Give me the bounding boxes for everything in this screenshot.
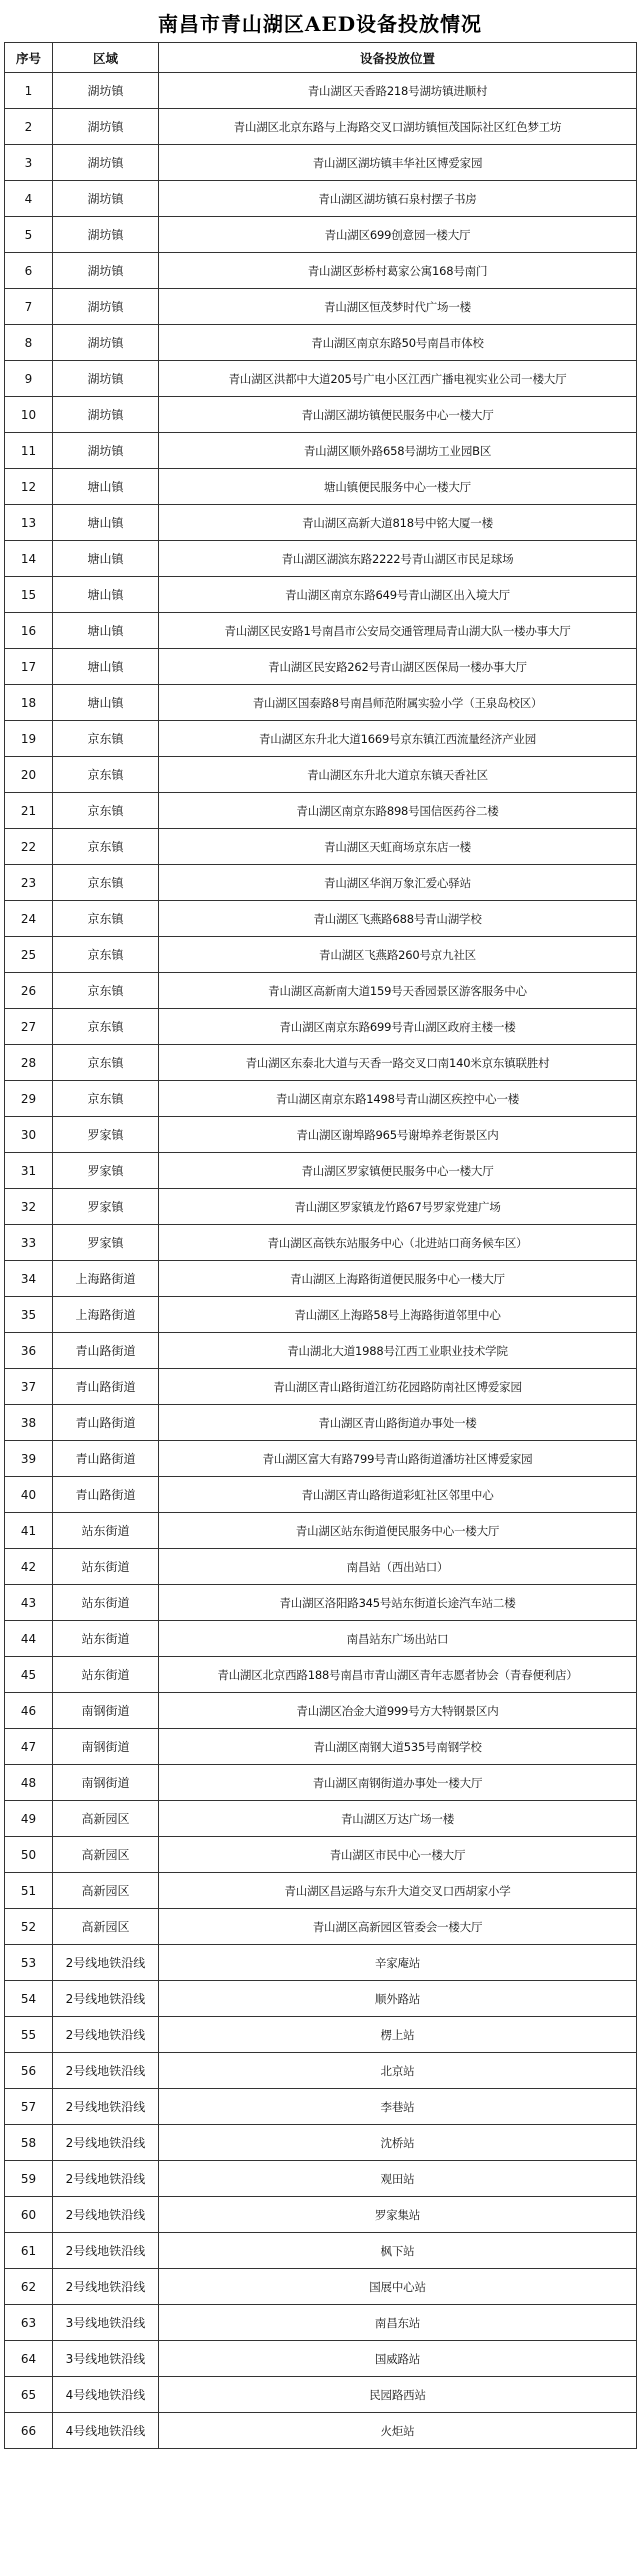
cell-serial-no: 48 (5, 1765, 53, 1801)
table-row (5, 1909, 637, 1945)
table-row (5, 577, 637, 613)
cell-serial-no: 41 (5, 1513, 53, 1549)
table-row (5, 2053, 637, 2089)
cell-serial-no: 29 (5, 1081, 53, 1117)
cell-location: 青山湖区东泰北大道与天香一路交叉口南140米京东镇联胜村 (159, 1045, 637, 1081)
cell-serial-no: 2 (5, 109, 53, 145)
cell-serial-no: 7 (5, 289, 53, 325)
cell-district: 塘山镇 (53, 649, 159, 685)
cell-location: 沈桥站 (159, 2125, 637, 2161)
document-title: 南昌市青山湖区AED设备投放情况 (157, 12, 483, 36)
cell-district: 站东街道 (53, 1621, 159, 1657)
table-header (5, 43, 637, 73)
cell-location: 青山湖区南京东路649号青山湖区出入境大厅 (159, 577, 637, 613)
table-row (5, 1189, 637, 1225)
cell-serial-no: 34 (5, 1261, 53, 1297)
table-row (5, 2377, 637, 2413)
cell-location: 枫下站 (159, 2233, 637, 2269)
cell-serial-no: 14 (5, 541, 53, 577)
cell-location: 青山湖区上海路街道便民服务中心一楼大厅 (159, 1261, 637, 1297)
cell-district: 2号线地铁沿线 (53, 2197, 159, 2233)
cell-location: 青山湖区湖坊镇丰华社区博爱家园 (159, 145, 637, 181)
cell-district: 站东街道 (53, 1513, 159, 1549)
cell-location: 青山湖区飞燕路688号青山湖学校 (159, 901, 637, 937)
table-row (5, 973, 637, 1009)
cell-serial-no: 66 (5, 2413, 53, 2449)
table-body (5, 73, 637, 2449)
table-row (5, 793, 637, 829)
table-row (5, 1297, 637, 1333)
table-row (5, 685, 637, 721)
table-row (5, 2413, 637, 2449)
cell-location: 国展中心站 (159, 2269, 637, 2305)
table-row (5, 2341, 637, 2377)
cell-location: 青山湖区飞燕路260号京九社区 (159, 937, 637, 973)
table-row (5, 145, 637, 181)
cell-serial-no: 27 (5, 1009, 53, 1045)
table-row (5, 1585, 637, 1621)
cell-serial-no: 63 (5, 2305, 53, 2341)
table-row (5, 721, 637, 757)
cell-location: 青山湖区699创意园一楼大厅 (159, 217, 637, 253)
table-row (5, 325, 637, 361)
cell-serial-no: 1 (5, 73, 53, 109)
cell-district: 塘山镇 (53, 505, 159, 541)
cell-serial-no: 51 (5, 1873, 53, 1909)
cell-location: 青山湖区南钢街道办事处一楼大厅 (159, 1765, 637, 1801)
cell-serial-no: 8 (5, 325, 53, 361)
cell-district: 站东街道 (53, 1585, 159, 1621)
cell-location: 青山湖区北京东路与上海路交叉口湖坊镇恒茂国际社区红色梦工坊 (159, 109, 637, 145)
cell-district: 塘山镇 (53, 577, 159, 613)
cell-district: 塘山镇 (53, 541, 159, 577)
cell-serial-no: 36 (5, 1333, 53, 1369)
cell-location: 青山湖区恒茂梦时代广场一楼 (159, 289, 637, 325)
cell-serial-no: 17 (5, 649, 53, 685)
table-row (5, 1153, 637, 1189)
table-row (5, 829, 637, 865)
cell-serial-no: 30 (5, 1117, 53, 1153)
table-row (5, 2233, 637, 2269)
cell-serial-no: 22 (5, 829, 53, 865)
cell-serial-no: 47 (5, 1729, 53, 1765)
cell-location: 国威路站 (159, 2341, 637, 2377)
cell-location: 青山湖区万达广场一楼 (159, 1801, 637, 1837)
cell-location: 青山湖区湖坊镇石泉村摆子书房 (159, 181, 637, 217)
cell-serial-no: 31 (5, 1153, 53, 1189)
table-row (5, 1981, 637, 2017)
cell-district: 京东镇 (53, 973, 159, 1009)
cell-location: 青山湖区北京西路188号南昌市青山湖区青年志愿者协会（青春便利店） (159, 1657, 637, 1693)
cell-location: 青山湖区高新南大道159号天香园景区游客服务中心 (159, 973, 637, 1009)
cell-serial-no: 52 (5, 1909, 53, 1945)
cell-location: 青山湖区青山路街道彩虹社区邻里中心 (159, 1477, 637, 1513)
cell-location: 青山湖区顺外路658号湖坊工业园B区 (159, 433, 637, 469)
cell-serial-no: 3 (5, 145, 53, 181)
cell-location: 南昌站东广场出站口 (159, 1621, 637, 1657)
cell-district: 青山路街道 (53, 1369, 159, 1405)
cell-district: 2号线地铁沿线 (53, 2017, 159, 2053)
cell-location: 青山湖区洛阳路345号站东街道长途汽车站二楼 (159, 1585, 637, 1621)
cell-serial-no: 16 (5, 613, 53, 649)
cell-district: 高新园区 (53, 1873, 159, 1909)
table-row (5, 865, 637, 901)
cell-serial-no: 62 (5, 2269, 53, 2305)
cell-district: 京东镇 (53, 865, 159, 901)
header-district: 区域 (53, 43, 159, 73)
cell-serial-no: 45 (5, 1657, 53, 1693)
table-row (5, 2017, 637, 2053)
cell-location: 青山湖区湖滨东路2222号青山湖区市民足球场 (159, 541, 637, 577)
table-row (5, 1045, 637, 1081)
cell-district: 京东镇 (53, 721, 159, 757)
cell-serial-no: 37 (5, 1369, 53, 1405)
cell-district: 上海路街道 (53, 1297, 159, 1333)
table-row (5, 2269, 637, 2305)
cell-district: 站东街道 (53, 1549, 159, 1585)
cell-serial-no: 58 (5, 2125, 53, 2161)
cell-serial-no: 28 (5, 1045, 53, 1081)
cell-location: 李巷站 (159, 2089, 637, 2125)
cell-district: 京东镇 (53, 1009, 159, 1045)
cell-serial-no: 57 (5, 2089, 53, 2125)
cell-serial-no: 11 (5, 433, 53, 469)
cell-location: 青山湖区站东街道便民服务中心一楼大厅 (159, 1513, 637, 1549)
cell-serial-no: 44 (5, 1621, 53, 1657)
cell-location: 南昌东站 (159, 2305, 637, 2341)
cell-district: 2号线地铁沿线 (53, 1945, 159, 1981)
cell-serial-no: 26 (5, 973, 53, 1009)
cell-location: 青山湖区民安路1号南昌市公安局交通管理局青山湖大队一楼办事大厅 (159, 613, 637, 649)
cell-location: 青山湖区青山路街道江纺花园路防南社区博爱家园 (159, 1369, 637, 1405)
header-serial-no: 序号 (5, 43, 53, 73)
table-row (5, 1333, 637, 1369)
cell-location: 青山湖区市民中心一楼大厅 (159, 1837, 637, 1873)
cell-location: 青山湖区湖坊镇便民服务中心一楼大厅 (159, 397, 637, 433)
table-row (5, 1945, 637, 1981)
cell-district: 京东镇 (53, 937, 159, 973)
cell-serial-no: 20 (5, 757, 53, 793)
cell-serial-no: 38 (5, 1405, 53, 1441)
cell-district: 3号线地铁沿线 (53, 2305, 159, 2341)
table-row (5, 1405, 637, 1441)
table-row (5, 649, 637, 685)
cell-district: 湖坊镇 (53, 325, 159, 361)
cell-district: 高新园区 (53, 1909, 159, 1945)
cell-district: 南钢街道 (53, 1693, 159, 1729)
cell-serial-no: 59 (5, 2161, 53, 2197)
table-row (5, 73, 637, 109)
cell-district: 塘山镇 (53, 469, 159, 505)
cell-location: 青山湖区天香路218号湖坊镇进顺村 (159, 73, 637, 109)
cell-district: 青山路街道 (53, 1333, 159, 1369)
table-row (5, 1621, 637, 1657)
cell-district: 湖坊镇 (53, 145, 159, 181)
cell-serial-no: 21 (5, 793, 53, 829)
table-row (5, 2197, 637, 2233)
cell-serial-no: 56 (5, 2053, 53, 2089)
cell-location: 青山湖区南钢大道535号南钢学校 (159, 1729, 637, 1765)
cell-location: 青山湖区南京东路699号青山湖区政府主楼一楼 (159, 1009, 637, 1045)
cell-district: 南钢街道 (53, 1729, 159, 1765)
cell-district: 京东镇 (53, 829, 159, 865)
table-row (5, 901, 637, 937)
cell-location: 青山湖区南京东路898号国信医药谷二楼 (159, 793, 637, 829)
cell-serial-no: 50 (5, 1837, 53, 1873)
table-row (5, 1657, 637, 1693)
cell-district: 罗家镇 (53, 1153, 159, 1189)
cell-district: 3号线地铁沿线 (53, 2341, 159, 2377)
cell-location: 青山湖区青山路街道办事处一楼 (159, 1405, 637, 1441)
cell-location: 民园路西站 (159, 2377, 637, 2413)
cell-district: 2号线地铁沿线 (53, 2233, 159, 2269)
cell-location: 青山湖区高新大道818号中铭大厦一楼 (159, 505, 637, 541)
cell-location: 青山湖区昌运路与东升大道交叉口西胡家小学 (159, 1873, 637, 1909)
cell-location: 塘山镇便民服务中心一楼大厅 (159, 469, 637, 505)
table-row (5, 1729, 637, 1765)
cell-serial-no: 43 (5, 1585, 53, 1621)
table-row (5, 1837, 637, 1873)
cell-location: 青山湖区民安路262号青山湖区医保局一楼办事大厅 (159, 649, 637, 685)
table-row (5, 1765, 637, 1801)
cell-district: 罗家镇 (53, 1189, 159, 1225)
table-row (5, 505, 637, 541)
cell-location: 顺外路站 (159, 1981, 637, 2017)
cell-district: 4号线地铁沿线 (53, 2377, 159, 2413)
cell-district: 京东镇 (53, 1081, 159, 1117)
cell-district: 罗家镇 (53, 1225, 159, 1261)
cell-serial-no: 9 (5, 361, 53, 397)
table-row (5, 1873, 637, 1909)
cell-serial-no: 15 (5, 577, 53, 613)
cell-district: 湖坊镇 (53, 181, 159, 217)
cell-serial-no: 12 (5, 469, 53, 505)
cell-serial-no: 19 (5, 721, 53, 757)
cell-serial-no: 4 (5, 181, 53, 217)
cell-location: 青山湖区南京东路50号南昌市体校 (159, 325, 637, 361)
cell-location: 青山湖区罗家镇便民服务中心一楼大厅 (159, 1153, 637, 1189)
table-row (5, 253, 637, 289)
cell-serial-no: 54 (5, 1981, 53, 2017)
table-row (5, 613, 637, 649)
table-row (5, 217, 637, 253)
cell-district: 湖坊镇 (53, 253, 159, 289)
cell-district: 2号线地铁沿线 (53, 2269, 159, 2305)
cell-location: 北京站 (159, 2053, 637, 2089)
cell-district: 高新园区 (53, 1801, 159, 1837)
cell-district: 湖坊镇 (53, 217, 159, 253)
cell-location: 南昌站（西出站口） (159, 1549, 637, 1585)
table-row (5, 397, 637, 433)
table-row (5, 433, 637, 469)
cell-location: 青山湖区东升北大道京东镇天香社区 (159, 757, 637, 793)
header-location: 设备投放位置 (159, 43, 637, 73)
cell-location: 辛家庵站 (159, 1945, 637, 1981)
cell-district: 4号线地铁沿线 (53, 2413, 159, 2449)
cell-location: 青山湖区东升北大道1669号京东镇江西流量经济产业园 (159, 721, 637, 757)
cell-district: 湖坊镇 (53, 109, 159, 145)
cell-serial-no: 25 (5, 937, 53, 973)
cell-district: 南钢街道 (53, 1765, 159, 1801)
cell-serial-no: 65 (5, 2377, 53, 2413)
cell-location: 火炬站 (159, 2413, 637, 2449)
cell-district: 湖坊镇 (53, 361, 159, 397)
cell-district: 京东镇 (53, 793, 159, 829)
cell-location: 青山湖区富大有路799号青山路街道潘坊社区博爱家园 (159, 1441, 637, 1477)
cell-location: 青山湖区彭桥村葛家公寓168号南门 (159, 253, 637, 289)
cell-location: 观田站 (159, 2161, 637, 2197)
table-row (5, 361, 637, 397)
cell-location: 青山湖区洪都中大道205号广电小区江西广播电视实业公司一楼大厅 (159, 361, 637, 397)
cell-location: 罗家集站 (159, 2197, 637, 2233)
cell-serial-no: 42 (5, 1549, 53, 1585)
cell-district: 高新园区 (53, 1837, 159, 1873)
table-row (5, 1369, 637, 1405)
cell-location: 青山湖区高新园区管委会一楼大厅 (159, 1909, 637, 1945)
cell-serial-no: 64 (5, 2341, 53, 2377)
cell-serial-no: 13 (5, 505, 53, 541)
table-row (5, 469, 637, 505)
table-row (5, 2089, 637, 2125)
table-row (5, 2161, 637, 2197)
cell-serial-no: 32 (5, 1189, 53, 1225)
cell-serial-no: 33 (5, 1225, 53, 1261)
cell-serial-no: 60 (5, 2197, 53, 2233)
table-row (5, 289, 637, 325)
cell-serial-no: 23 (5, 865, 53, 901)
table-row (5, 541, 637, 577)
cell-district: 青山路街道 (53, 1405, 159, 1441)
cell-serial-no: 46 (5, 1693, 53, 1729)
cell-serial-no: 10 (5, 397, 53, 433)
table-row (5, 1693, 637, 1729)
table-row (5, 1225, 637, 1261)
cell-district: 湖坊镇 (53, 73, 159, 109)
cell-location: 青山湖区谢埠路965号谢埠养老街景区内 (159, 1117, 637, 1153)
header-row (5, 43, 637, 73)
cell-district: 2号线地铁沿线 (53, 2161, 159, 2197)
cell-location: 青山湖区高铁东站服务中心（北进站口商务候车区） (159, 1225, 637, 1261)
cell-district: 京东镇 (53, 757, 159, 793)
table-row (5, 2125, 637, 2161)
cell-serial-no: 53 (5, 1945, 53, 1981)
cell-serial-no: 6 (5, 253, 53, 289)
cell-district: 京东镇 (53, 1045, 159, 1081)
cell-district: 塘山镇 (53, 613, 159, 649)
cell-location: 青山湖区国泰路8号南昌师范附属实验小学（王泉岛校区） (159, 685, 637, 721)
cell-district: 青山路街道 (53, 1441, 159, 1477)
cell-location: 青山湖区冶金大道999号方大特钢景区内 (159, 1693, 637, 1729)
cell-district: 湖坊镇 (53, 289, 159, 325)
cell-serial-no: 18 (5, 685, 53, 721)
table-row (5, 1117, 637, 1153)
cell-district: 湖坊镇 (53, 397, 159, 433)
cell-district: 2号线地铁沿线 (53, 2089, 159, 2125)
cell-serial-no: 61 (5, 2233, 53, 2269)
table-row (5, 181, 637, 217)
cell-serial-no: 40 (5, 1477, 53, 1513)
cell-district: 塘山镇 (53, 685, 159, 721)
table-row (5, 937, 637, 973)
cell-district: 上海路街道 (53, 1261, 159, 1297)
cell-district: 2号线地铁沿线 (53, 2125, 159, 2161)
table-row (5, 1549, 637, 1585)
cell-district: 青山路街道 (53, 1477, 159, 1513)
cell-district: 站东街道 (53, 1657, 159, 1693)
cell-serial-no: 55 (5, 2017, 53, 2053)
cell-district: 湖坊镇 (53, 433, 159, 469)
cell-location: 青山湖区罗家镇龙竹路67号罗家党建广场 (159, 1189, 637, 1225)
table-row (5, 109, 637, 145)
cell-location: 青山湖区上海路58号上海路街道邻里中心 (159, 1297, 637, 1333)
table-row (5, 1801, 637, 1837)
table-row (5, 1081, 637, 1117)
table-row (5, 1513, 637, 1549)
cell-serial-no: 49 (5, 1801, 53, 1837)
cell-district: 罗家镇 (53, 1117, 159, 1153)
cell-district: 2号线地铁沿线 (53, 2053, 159, 2089)
table-row (5, 1261, 637, 1297)
cell-location: 青山湖北大道1988号江西工业职业技术学院 (159, 1333, 637, 1369)
table-row (5, 1009, 637, 1045)
aed-table (4, 42, 637, 2449)
cell-serial-no: 39 (5, 1441, 53, 1477)
table-row (5, 1477, 637, 1513)
cell-serial-no: 35 (5, 1297, 53, 1333)
table-row (5, 757, 637, 793)
cell-location: 楞上站 (159, 2017, 637, 2053)
table-row (5, 1441, 637, 1477)
cell-location: 青山湖区南京东路1498号青山湖区疾控中心一楼 (159, 1081, 637, 1117)
table-row (5, 2305, 637, 2341)
cell-district: 2号线地铁沿线 (53, 1981, 159, 2017)
cell-location: 青山湖区天虹商场京东店一楼 (159, 829, 637, 865)
cell-serial-no: 5 (5, 217, 53, 253)
cell-district: 京东镇 (53, 901, 159, 937)
cell-serial-no: 24 (5, 901, 53, 937)
cell-location: 青山湖区华润万象汇爱心驿站 (159, 865, 637, 901)
